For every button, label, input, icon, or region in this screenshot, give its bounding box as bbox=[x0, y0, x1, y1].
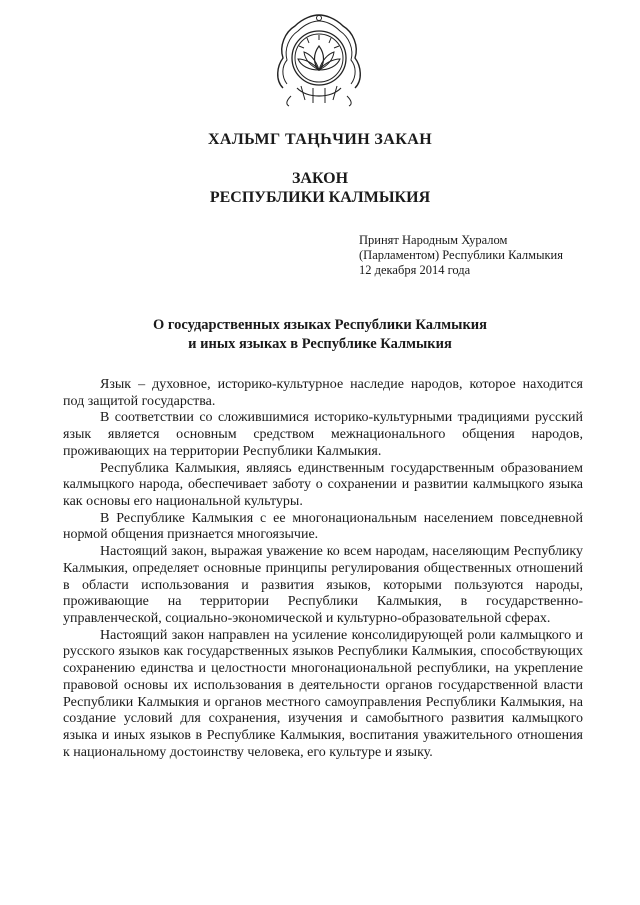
preamble-paragraph: Настоящий закон, выражая уважение ко всем народам, населяющим Республику Калмыкия, определяет основные принципы регулирования общественных отношений в области использования и развития языков, которыми пользуются народы, проживающие на территории Республики Калмыкия, в государственно-управленческой, социально-экономической и культурно-образовательной сферах. bbox=[63, 544, 583, 627]
adoption-note bbox=[359, 233, 619, 278]
adoption-note-line-1: Принят Народным Хуралом bbox=[359, 233, 508, 247]
preamble-paragraph: Республика Калмыкия, являясь единственным государственным образованием калмыцкого народа, обеспечивает заботу о сохранении и развитии калмыцкого языка как основы его национальной культуры. bbox=[63, 460, 583, 510]
law-title-line-1: ЗАКОН bbox=[291, 170, 349, 187]
law-heading-line-2: и иных языках в Республике Калмыкия bbox=[188, 336, 452, 352]
adoption-note-line-2: (Парламентом) Республики Калмыкия bbox=[359, 248, 563, 262]
preamble-paragraph: В Республике Калмыкия с ее многонациональным населением повседневной нормой общения признается многоязычие. bbox=[63, 510, 583, 543]
adoption-date: 12 декабря 2014 года bbox=[359, 263, 471, 277]
law-title-line-2: РЕСПУБЛИКИ КАЛМЫКИЯ bbox=[209, 189, 431, 206]
preamble-paragraph: В соответствии со сложившимися историко-культурными традициями русский язык является основным средством межнационального общения народов, проживающих на территории Республики Калмыкия. bbox=[63, 410, 583, 459]
kalmyk-law-title: ХАЛЬМГ ТАҢҺЧИН ЗАКАН bbox=[207, 131, 433, 148]
preamble-paragraph: Язык – духовное, историко-культурное наследие народов, которое находится под защитой государства. bbox=[63, 377, 583, 409]
law-heading bbox=[0, 316, 640, 354]
preamble-paragraph: Настоящий закон направлен на усиление консолидирующей роли калмыцкого и русского языков как государственных языков Республики Калмыкия, способствующих сохранению единства и целостности многонациональной республики, на укрепление правовой основы их использования в деятельности органов государственной власти Республики Калмыкия и органов местного самоуправления Республики Калмыкия, на создание условий для сохранения, изучения и самобытного развития калмыцкого языка и иных языков в Республике Калмыкия, воспитания уважительного отношения к национальному достоинству человека, его культуре и языку. bbox=[63, 627, 583, 760]
law-title bbox=[0, 169, 640, 207]
preamble bbox=[63, 377, 583, 761]
coat-of-arms-icon bbox=[273, 10, 365, 108]
law-heading-line-1: О государственных языках Республики Калмыкия bbox=[152, 317, 488, 333]
